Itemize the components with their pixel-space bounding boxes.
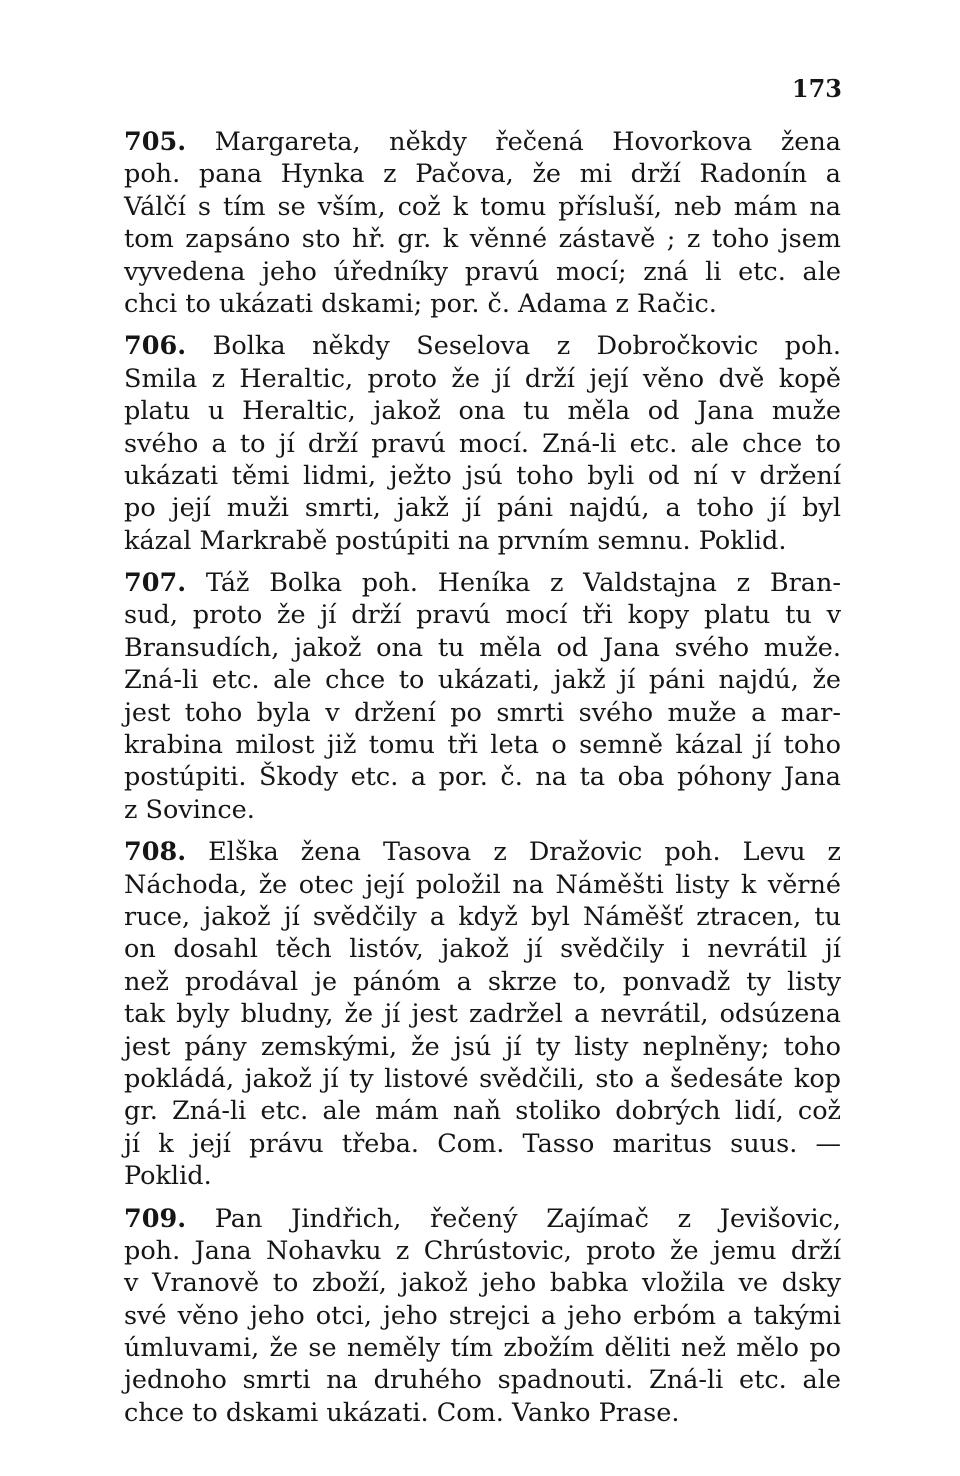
text-line xyxy=(124,567,841,599)
line-text: platu u Heraltic, jakož ona tu měla od Jana muže xyxy=(124,396,841,427)
line-text: jednoho smrti na druhého spadnouti. Zná-li etc. ale xyxy=(124,1365,841,1396)
line-text: Náchoda, že otec její položil na Náměšti listy k věrné xyxy=(124,869,841,900)
line-text: Bransudích, jakož ona tu měla od Jana svého muže. xyxy=(124,632,841,663)
page-number: 173 xyxy=(791,74,842,103)
text-block xyxy=(124,126,841,1439)
entry-paragraph xyxy=(124,567,841,826)
text-line xyxy=(124,1031,841,1063)
line-text: jest pány zemskými, že jsú jí ty listy neplněny; toho xyxy=(124,1031,841,1062)
entry-paragraph xyxy=(124,1203,841,1430)
text-line xyxy=(124,126,841,158)
line-text: krabina milost již tomu tři leta o semně kázal jí toho xyxy=(124,730,841,761)
line-text: kázal Markrabě postúpiti na prvním semnu. Poklid. xyxy=(124,525,787,556)
line-text: Elška žena Tasova z Dražovic poh. Levu z xyxy=(186,837,841,868)
text-line xyxy=(124,1235,841,1267)
text-line xyxy=(124,664,841,696)
text-line xyxy=(124,395,841,427)
text-line xyxy=(124,632,841,664)
text-line xyxy=(124,697,841,729)
line-text: Bolka někdy Seselova z Dobročkovic poh. xyxy=(186,331,841,362)
line-text: své věno jeho otci, jeho strejci a jeho erbóm a takými xyxy=(124,1300,841,1331)
line-text: ukázati těmi lidmi, ježto jsú toho byli od ní v držení xyxy=(124,460,841,491)
text-line xyxy=(124,1300,841,1332)
line-text: Margareta, někdy řečená Hovorkova žena xyxy=(186,127,841,157)
line-text: úmluvami, že se neměly tím zbožím děliti než mělo po xyxy=(124,1333,841,1364)
text-line xyxy=(124,492,841,524)
text-line xyxy=(124,460,841,492)
line-text: v Vranově to zboží, jakož jeho babka vložila ve dsky xyxy=(124,1268,841,1299)
line-text: svého a to jí drží pravú mocí. Zná-li etc. ale chce to xyxy=(124,428,841,459)
text-line xyxy=(124,869,841,901)
text-line xyxy=(124,1063,841,1095)
line-text: Smila z Heraltic, proto že jí drží její věno dvě kopě xyxy=(124,363,841,394)
text-line xyxy=(124,761,841,793)
text-line xyxy=(124,288,841,320)
text-line xyxy=(124,1267,841,1299)
line-text: jest toho byla v držení po smrti svého muže a mar- xyxy=(124,697,841,728)
text-line xyxy=(124,998,841,1030)
line-text: vyvedena jeho úředníky pravú mocí; zná li etc. ale xyxy=(124,256,841,287)
text-line xyxy=(124,525,841,557)
text-line xyxy=(124,599,841,631)
text-line xyxy=(124,363,841,395)
text-line xyxy=(124,794,841,826)
line-text: jí k její právu třeba. Com. Tasso maritus suus. — xyxy=(124,1128,841,1159)
text-line xyxy=(124,1203,841,1235)
text-line xyxy=(124,330,841,362)
entry-paragraph xyxy=(124,330,841,557)
line-text: chci to ukázati dskami; por. č. Adama z Račic. xyxy=(124,288,717,319)
text-line xyxy=(124,901,841,933)
text-line xyxy=(124,223,841,255)
text-line xyxy=(124,966,841,998)
text-line xyxy=(124,1128,841,1160)
text-line xyxy=(124,836,841,868)
line-text: on dosahl těch listóv, jakož jí svědčily i nevrátil jí xyxy=(124,934,841,965)
entry-number: 705. xyxy=(124,127,187,157)
entry-number: 709. xyxy=(124,1203,187,1234)
entry-number: 708. xyxy=(124,837,187,868)
entry-number: 706. xyxy=(124,331,187,362)
text-line xyxy=(124,1332,841,1364)
line-text: po její muži smrti, jakž jí páni najdú, a toho jí byl xyxy=(124,493,841,524)
line-text: pokládá, jakož jí ty listové svědčili, sto a šedesáte kop xyxy=(124,1063,841,1094)
line-text: Táž Bolka poh. Heníka z Valdstajna z Bran- xyxy=(186,568,841,599)
text-line xyxy=(124,1397,841,1429)
line-text: Válčí s tím se vším, což k tomu přísluší, neb mám na xyxy=(124,191,841,222)
text-line xyxy=(124,1095,841,1127)
entry-number: 707. xyxy=(124,568,187,599)
line-text: z Sovince. xyxy=(124,794,255,825)
text-line xyxy=(124,1160,841,1192)
text-line xyxy=(124,158,841,190)
line-text: Pan Jindřich, řečený Zajímač z Jevišovic, xyxy=(186,1203,841,1234)
line-text: gr. Zná-li etc. ale mám naň stoliko dobrých lidí, což xyxy=(124,1096,841,1127)
line-text: ruce, jakož jí svědčily a když byl Náměšť ztracen, tu xyxy=(124,901,841,932)
line-text: Poklid. xyxy=(124,1161,212,1192)
line-text: chce to dskami ukázati. Com. Vanko Prase. xyxy=(124,1397,680,1428)
line-text: tak byly bludny, že jí jest zadržel a nevrátil, odsúzena xyxy=(124,999,841,1030)
line-text: než prodával je pánóm a skrze to, ponvadž ty listy xyxy=(124,966,841,997)
text-line xyxy=(124,428,841,460)
line-text: poh. pana Hynka z Pačova, že mi drží Radonín a xyxy=(124,159,841,190)
line-text: sud, proto že jí drží pravú mocí tři kopy platu tu v xyxy=(124,600,841,631)
line-text: poh. Jana Nohavku z Chrústovic, proto že jemu drží xyxy=(124,1235,841,1266)
line-text: Zná-li etc. ale chce to ukázati, jakž jí páni najdú, že xyxy=(124,665,841,696)
line-text: postúpiti. Škody etc. a por. č. na ta oba póhony Jana xyxy=(124,762,841,793)
entry-paragraph xyxy=(124,836,841,1192)
text-line xyxy=(124,256,841,288)
text-line xyxy=(124,729,841,761)
text-line xyxy=(124,191,841,223)
line-text: tom zapsáno sto hř. gr. k věnné zástavě ; z toho jsem xyxy=(124,224,841,255)
text-line xyxy=(124,1364,841,1396)
text-line xyxy=(124,933,841,965)
entry-paragraph xyxy=(124,126,841,320)
